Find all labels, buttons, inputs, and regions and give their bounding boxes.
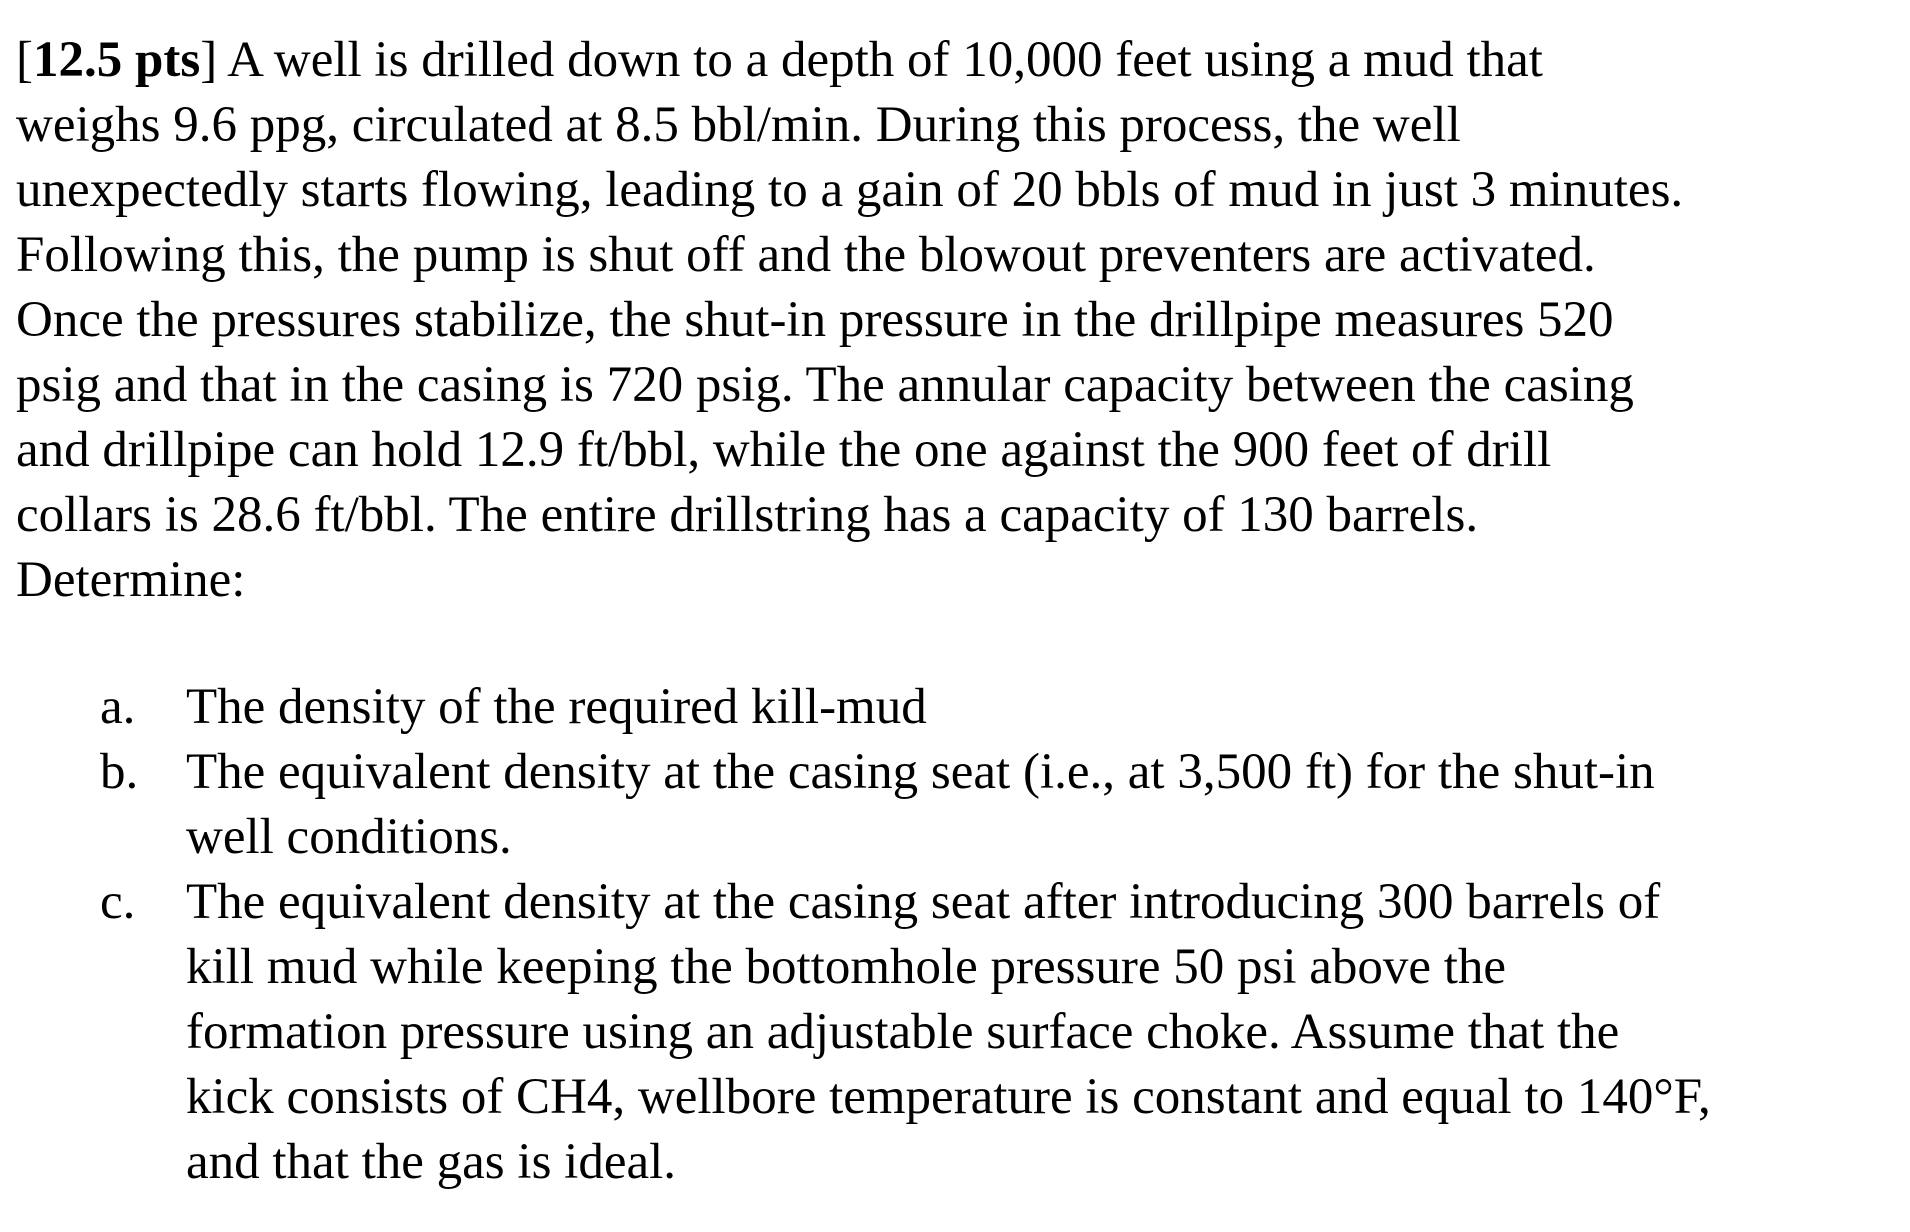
points-open: [ <box>16 32 33 88</box>
question-line-6: psig and that in the casing is 720 psig. The annular capacity between the casing <box>16 357 1634 413</box>
list-marker-c: c. <box>100 874 136 930</box>
question-line-2: weighs 9.6 ppg, circulated at 8.5 bbl/min. During this process, the well <box>16 97 1461 153</box>
question-line-5: Once the pressures stabilize, the shut-in pressure in the drillpipe measures 520 <box>16 292 1614 348</box>
list-item-c-line-1: The equivalent density at the casing seat after introducing 300 barrels of <box>186 874 1661 930</box>
list-item-c-line-5: and that the gas is ideal. <box>186 1134 677 1190</box>
question-line-7: and drillpipe can hold 12.9 ft/bbl, while the one against the 900 feet of drill <box>16 422 1552 478</box>
list-item-b <box>16 740 1896 870</box>
question-line-8: collars is 28.6 ft/bbl. The entire drillstring has a capacity of 130 barrels. <box>16 487 1479 543</box>
list-item-c-line-2: kill mud while keeping the bottomhole pressure 50 psi above the <box>186 939 1507 995</box>
question-line-4: Following this, the pump is shut off and the blowout preventers are activated. <box>16 227 1596 283</box>
question-line-9: Determine: <box>16 552 246 608</box>
list-item-c <box>16 870 1896 1195</box>
question-line-1-text: A well is drilled down to a depth of 10,000 feet using a mud that <box>217 32 1543 88</box>
list-item-a <box>16 675 1896 740</box>
list-item-c-line-3: formation pressure using an adjustable surface choke. Assume that the <box>186 1004 1620 1060</box>
points-label: 12.5 pts <box>32 32 201 88</box>
list-item-b-line-2: well conditions. <box>186 809 512 865</box>
list-item-b-line-1: The equivalent density at the casing seat (i.e., at 3,500 ft) for the shut-in <box>186 744 1655 800</box>
list-marker-b: b. <box>100 744 139 800</box>
question-paragraph <box>16 28 1896 613</box>
question-line-1 <box>16 28 1896 93</box>
question-line-3: unexpectedly starts flowing, leading to a gain of 20 bbls of mud in just 3 minutes. <box>16 162 1684 218</box>
document <box>16 28 1896 1195</box>
points-close: ] <box>200 32 218 88</box>
list-item-a-line-1: The density of the required kill-mud <box>186 679 927 735</box>
determine-list <box>16 675 1896 1195</box>
list-item-c-line-4: kick consists of CH4, wellbore temperature is constant and equal to 140°F, <box>186 1069 1711 1125</box>
list-marker-a: a. <box>100 679 136 735</box>
